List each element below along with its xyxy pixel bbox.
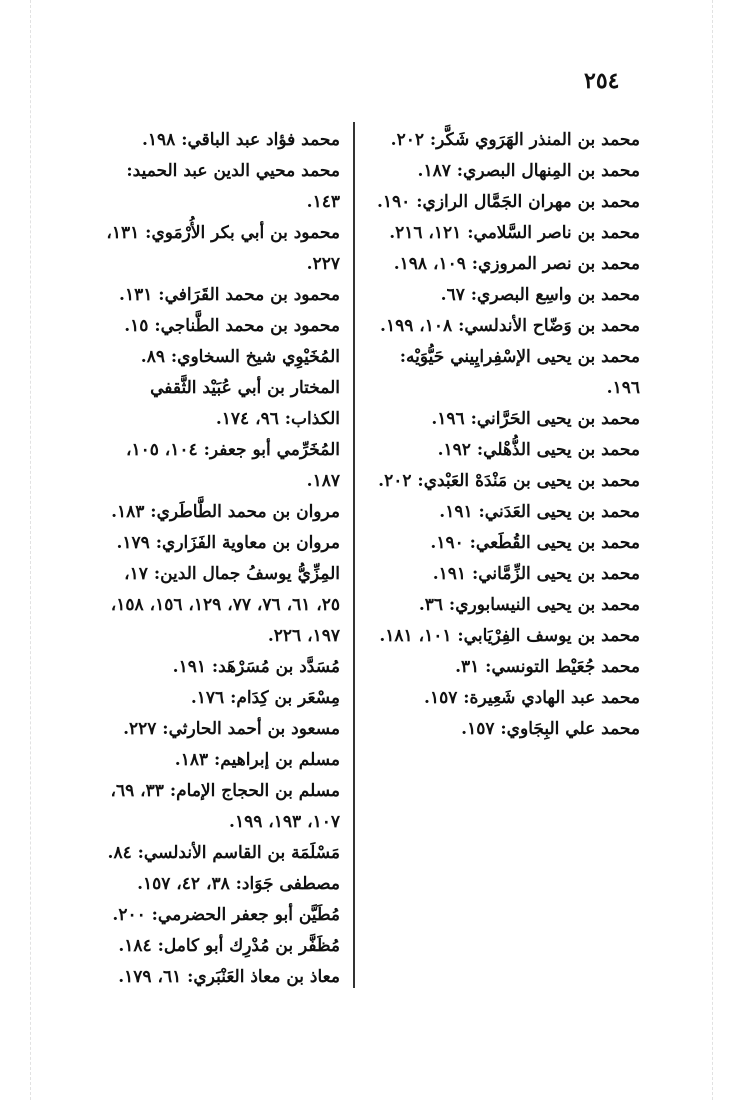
index-entry: محمد بن يحيى القُطَعي: ١٩٠. xyxy=(430,533,640,553)
index-entry: المُخَيْوِي شيخ السخاوي: ٨٩. xyxy=(140,347,340,367)
index-entry: محمود بن أبي بكر الأُرْمَوي: ١٣١، ٢٢٧. xyxy=(106,223,340,274)
index-entry: مِسْعَر بن كِدَام: ١٧٦. xyxy=(190,688,340,708)
index-entry: محمد بن يحيى بن مَنْدَهْ العَبْدي: ٢٠٢. xyxy=(378,471,640,491)
index-entry: المُخَرِّمي أبو جعفر: ١٠٤، ١٠٥، ١٨٧. xyxy=(125,440,340,491)
index-entry: محمد بن يحيى النيسابوري: ٣٦. xyxy=(418,595,640,615)
index-entry: مُسَدَّد بن مُسَرْهَد: ١٩١. xyxy=(172,657,340,677)
index-entry: محمد بن وَضّاح الأندلسي: ١٠٨، ١٩٩. xyxy=(380,316,640,336)
index-entry: محمد بن يوسف الفِرْيَابي: ١٠١، ١٨١. xyxy=(379,626,640,646)
index-entry: مروان بن معاوية الفَزَاري: ١٧٩. xyxy=(116,533,340,553)
index-entry: المختار بن أبي عُبَيْد الثَّقفي الكذاب: ٩٦، ١٧٤. xyxy=(150,378,340,429)
index-entry: محمد بن المنذر الهَرَوي شَكَّر: ٢٠٢. xyxy=(390,130,640,150)
index-entry: محمد بن يحيى الحَرَّاني: ١٩٦. xyxy=(431,409,640,429)
index-entry: محمد محيي الدين عبد الحميد: ١٤٣. xyxy=(126,161,340,212)
index-entry: محمد بن يحيى الزِّمَّاني: ١٩١. xyxy=(432,564,640,584)
right-margin-dots xyxy=(712,0,714,1100)
index-column-left xyxy=(100,125,340,993)
index-column-right xyxy=(370,125,640,745)
index-entry: محمد جُعَيْط التونسي: ٣١. xyxy=(455,657,640,677)
index-entry: محمد بن واسِع البصري: ٦٧. xyxy=(440,285,640,305)
index-entry: محمود بن محمد القَرَافي: ١٣١. xyxy=(119,285,340,305)
index-entry: محمد علي البِجَاوي: ١٥٧. xyxy=(461,719,640,739)
index-entry: مسلم بن الحجاج الإمام: ٣٣، ٦٩، ١٠٧، ١٩٣، ١٩٩. xyxy=(110,781,340,832)
index-entry: المِزِّيُّ يوسفُ جمال الدين: ١٧، ٢٥، ٦١، ٧٦، ٧٧، ١٢٩، ١٥٦، ١٥٨، ١٩٧، ٢٢٦. xyxy=(110,564,340,646)
index-entry: محمد بن المِنهال البصري: ١٨٧. xyxy=(417,161,640,181)
index-entry: محمد بن يحيى الذُّهْلي: ١٩٢. xyxy=(437,440,640,460)
index-entry: محمد بن مهران الجَمَّال الرازي: ١٩٠. xyxy=(377,192,640,212)
index-entry: مسلم بن إبراهيم: ١٨٣. xyxy=(174,750,340,770)
index-entry: مَسْلَمَة بن القاسم الأندلسي: ٨٤. xyxy=(107,843,340,863)
index-entry: محمد بن يحيى العَدَني: ١٩١. xyxy=(439,502,640,522)
index-entry: محمد بن نصر المروزي: ١٠٩، ١٩٨. xyxy=(393,254,640,274)
index-entry: محمد بن يحيى الإسْفِرايِيني حَيُّوَيْه: ١٩٦. xyxy=(399,347,640,398)
index-entry: مروان بن محمد الطَّاطَري: ١٨٣. xyxy=(111,502,340,522)
left-margin-dots xyxy=(30,0,32,1100)
page-number: ٢٥٤ xyxy=(584,68,620,94)
index-entry: مُطَيَّن أبو جعفر الحضرمي: ٢٠٠. xyxy=(112,905,340,925)
index-entry: مُظَفَّر بن مُدْرِك أبو كامل: ١٨٤. xyxy=(118,936,340,956)
index-entry: محمد فؤاد عبد الباقي: ١٩٨. xyxy=(141,130,340,150)
index-entry: محمد بن ناصر السَّلامي: ١٢١، ٢١٦. xyxy=(389,223,640,243)
column-divider xyxy=(353,122,355,988)
index-entry: معاذ بن معاذ العَنْبَري: ٦١، ١٧٩. xyxy=(118,967,340,987)
index-entry: محمد عبد الهادي شَعِيرة: ١٥٧. xyxy=(424,688,640,708)
index-entry: محمود بن محمد الطَّناجي: ١٥. xyxy=(124,316,340,336)
index-entry: مسعود بن أحمد الحارثي: ٢٢٧. xyxy=(123,719,340,739)
index-entry: مصطفى جَوَاد: ٣٨، ٤٢، ١٥٧. xyxy=(137,874,340,894)
